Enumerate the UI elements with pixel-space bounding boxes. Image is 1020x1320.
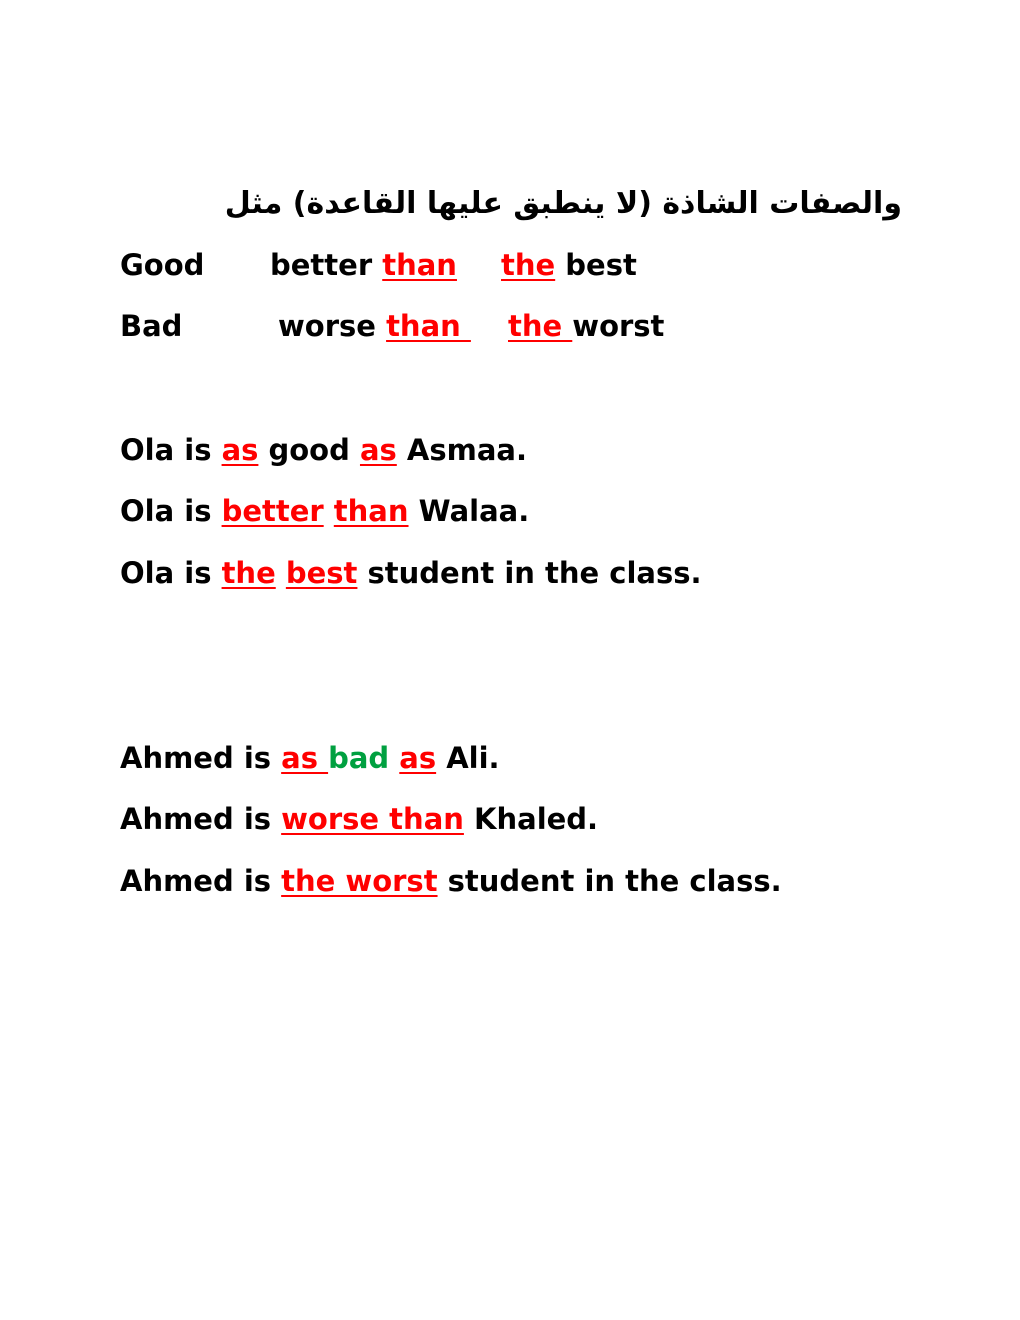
highlight-word: best <box>285 556 358 590</box>
highlight-word: as <box>399 741 437 775</box>
sentence-ola-superlative <box>120 555 702 591</box>
sentence-text: Ola is <box>120 494 222 528</box>
sentence-text: Ola is <box>120 433 222 467</box>
comparative-form <box>278 308 471 344</box>
base-adjective: Bad <box>120 309 183 343</box>
sentence-text: student in the class. <box>437 864 782 898</box>
sentence-text: Khaled. <box>463 802 599 836</box>
sentence-text: Ahmed is <box>120 802 282 836</box>
sentence-ola-comparative <box>120 493 529 529</box>
highlight-word: as <box>221 433 259 467</box>
the-word: the <box>501 248 556 282</box>
than-word: than <box>386 309 471 343</box>
sentence-text: Ahmed is <box>120 864 282 898</box>
superlative-form <box>508 308 664 344</box>
sentence-ahmed-comparative <box>120 801 598 837</box>
sentence-text <box>276 556 286 590</box>
highlight-word: than <box>333 494 409 528</box>
superlative-word: worst <box>572 309 665 343</box>
highlight-word: the <box>221 556 276 590</box>
highlight-word: the worst <box>281 864 438 898</box>
base-adjective: Good <box>120 248 205 282</box>
arabic-heading: والصفات الشاذة (لا ينطبق عليها القاعدة) مثل <box>224 186 902 221</box>
sentence-text <box>324 494 334 528</box>
comparative-word: worse <box>278 309 376 343</box>
the-word: the <box>508 309 573 343</box>
sentence-text: Walaa. <box>408 494 530 528</box>
sentence-ahmed-superlative <box>120 863 782 899</box>
sentence-text: student in the class. <box>357 556 702 590</box>
highlight-word: better <box>221 494 324 528</box>
sentence-text <box>389 741 399 775</box>
sentence-ola-equal <box>120 432 527 468</box>
sentence-text: Ahmed is <box>120 741 282 775</box>
superlative-form <box>501 247 637 283</box>
sentence-text: Ola is <box>120 556 222 590</box>
comparative-word: better <box>270 248 373 282</box>
than-word: than <box>382 248 457 282</box>
comparative-form <box>270 247 457 283</box>
highlight-word: worse than <box>281 802 464 836</box>
superlative-word: best <box>565 248 637 282</box>
sentence-text: Asmaa. <box>396 433 527 467</box>
sentence-text: Ali. <box>436 741 500 775</box>
sentence-text: good <box>258 433 360 467</box>
green-word: bad <box>328 741 390 775</box>
highlight-word: as <box>281 741 329 775</box>
sentence-ahmed-equal <box>120 740 500 776</box>
highlight-word: as <box>359 433 397 467</box>
